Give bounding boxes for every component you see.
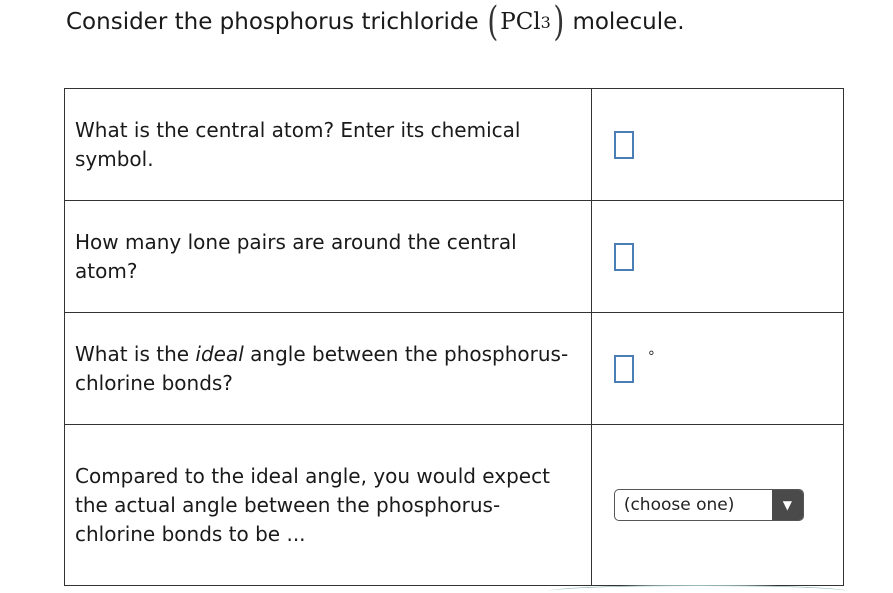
- degree-unit: °: [647, 348, 655, 365]
- question-cell: [65, 201, 592, 313]
- question-cell: [65, 313, 592, 425]
- table-row: [65, 89, 844, 201]
- table-row: [65, 201, 844, 313]
- table-row: [65, 425, 844, 586]
- ideal-angle-input[interactable]: [614, 355, 634, 383]
- actual-angle-select[interactable]: [614, 489, 804, 521]
- formula-main: PCl: [500, 9, 541, 35]
- chemical-formula: [485, 0, 567, 45]
- question-cell: [65, 425, 592, 586]
- question-text-actual-angle: Compared to the ideal angle, you would expect the actual angle between the phosphorus-chlorine bonds to be ...: [75, 463, 550, 546]
- select-current-value: (choose one): [623, 495, 735, 515]
- answer-cell: [591, 201, 843, 313]
- formula-close-paren: ): [553, 0, 565, 45]
- question-cell: [65, 89, 592, 201]
- answer-cell: [591, 313, 843, 425]
- question-text-ideal-angle-before: What is the: [75, 341, 190, 366]
- central-atom-input[interactable]: [614, 131, 634, 159]
- table-row: [65, 313, 844, 425]
- chevron-down-icon: ▼: [772, 490, 803, 520]
- answer-cell: [591, 89, 843, 201]
- question-text-lone-pairs: How many lone pairs are around the central atom?: [75, 229, 517, 283]
- question-prompt: [66, 0, 685, 44]
- prompt-text-after: molecule.: [572, 9, 685, 35]
- formula-open-paren: (: [486, 0, 498, 45]
- question-table: [64, 88, 844, 586]
- question-text-ideal-angle-after: angle between the phosphorus-chlorine bonds?: [75, 341, 569, 395]
- decorative-arc: [548, 585, 848, 593]
- prompt-text-before: Consider the phosphorus trichloride: [66, 9, 479, 35]
- answer-cell: [591, 425, 843, 586]
- question-text-ideal-italic: ideal: [195, 341, 244, 366]
- question-text-central-atom: What is the central atom? Enter its chemical symbol.: [75, 117, 521, 171]
- lone-pairs-input[interactable]: [614, 243, 634, 271]
- formula-subscript: 3: [540, 12, 551, 32]
